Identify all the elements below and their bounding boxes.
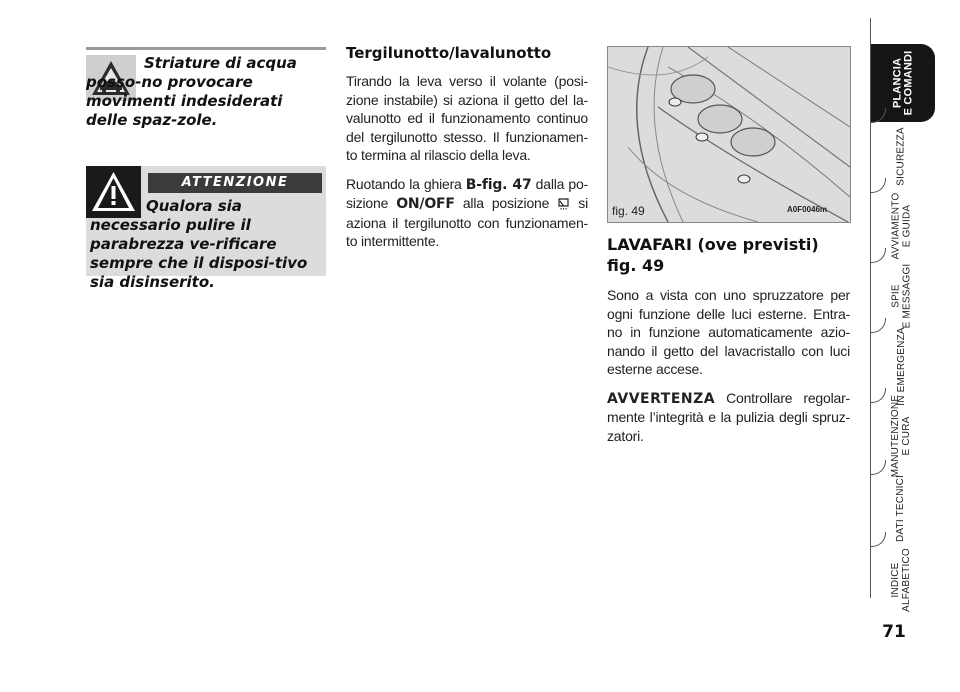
tab-label: DATI TECNICI — [895, 474, 907, 542]
rear-wiper-icon — [557, 195, 570, 211]
tab-indice-alfabetico[interactable] — [871, 546, 931, 614]
tab-label: IN EMERGENZA — [895, 326, 907, 406]
tab-separator — [871, 248, 886, 263]
figure-reference: B-fig. 47 — [465, 176, 532, 193]
tab-label: INDICE ALFABETICO — [890, 548, 912, 612]
figure-code: A0F0046m — [787, 205, 828, 214]
tergilunotto-paragraph-1: Tirando la leva verso il volante (posi-zione instabile) si aziona il getto del la-valunotto ed il funzionamento continuo del tergilunotto stesso. Il funzionamen-to termina al rilascio della leva. — [346, 73, 588, 163]
figure-label: fig. 49 — [612, 204, 645, 218]
avvertenza-label: AVVERTENZA — [607, 390, 716, 407]
tergilunotto-section — [346, 44, 588, 261]
avvertenza-text: Controllare regolar-mente l’integrità e la pulizia degli spruz-zatori. — [607, 389, 850, 444]
tab-separator — [871, 532, 886, 547]
tergilunotto-paragraph-2 — [346, 175, 588, 251]
tab-label: AVVIAMENTO E GUIDA — [890, 192, 912, 260]
on-off-label: ON/OFF — [396, 196, 455, 212]
tab-separator — [871, 388, 886, 403]
lavafari-section — [607, 234, 850, 455]
tab-label: SPIE E MESSAGGI — [890, 263, 913, 329]
tab-label: SICUREZZA — [895, 126, 907, 186]
warning-banner: ATTENZIONE — [148, 173, 322, 193]
lavafari-paragraph: Sono a vista con uno spruzzatore per ogni funzione delle luci esterne. Entra-no in funzione automaticamente azio-nando il getto del lavacristallo con luci esterne accese. — [607, 287, 850, 377]
p2-text-a: Ruotando la ghiera — [346, 175, 466, 192]
avvertenza-paragraph — [607, 389, 850, 446]
note-divider — [86, 47, 326, 50]
p2-text-d: si aziona il tergilunotto con funzionamen-to intermittente. — [346, 195, 588, 249]
tab-separator — [871, 460, 886, 475]
tab-separator — [871, 178, 886, 193]
tab-label: MANUTENZIONE E CURA — [890, 394, 912, 478]
lavafari-heading: LAVAFARI (ove previsti) fig. 49 — [607, 235, 819, 275]
warning-text: Qualora sia necessario pulire il parabrezza ve-rificare sempre che il disposi-tivo sia disinserito. — [90, 197, 308, 291]
tab-label: PLANCIA E COMANDI — [891, 50, 914, 116]
tab-separator — [871, 318, 886, 333]
p2-text-b: dalla po-sizione — [346, 175, 588, 211]
tergilunotto-heading: Tergilunotto/lavalunotto — [346, 44, 552, 62]
figure-headlamp-washers — [607, 46, 851, 223]
page-number: 71 — [882, 622, 906, 642]
p2-text-c: alla posizione — [454, 195, 558, 211]
note-text: Striature di acqua posso-no provocare movimenti indesiderati delle spaz-zole. — [86, 54, 297, 129]
